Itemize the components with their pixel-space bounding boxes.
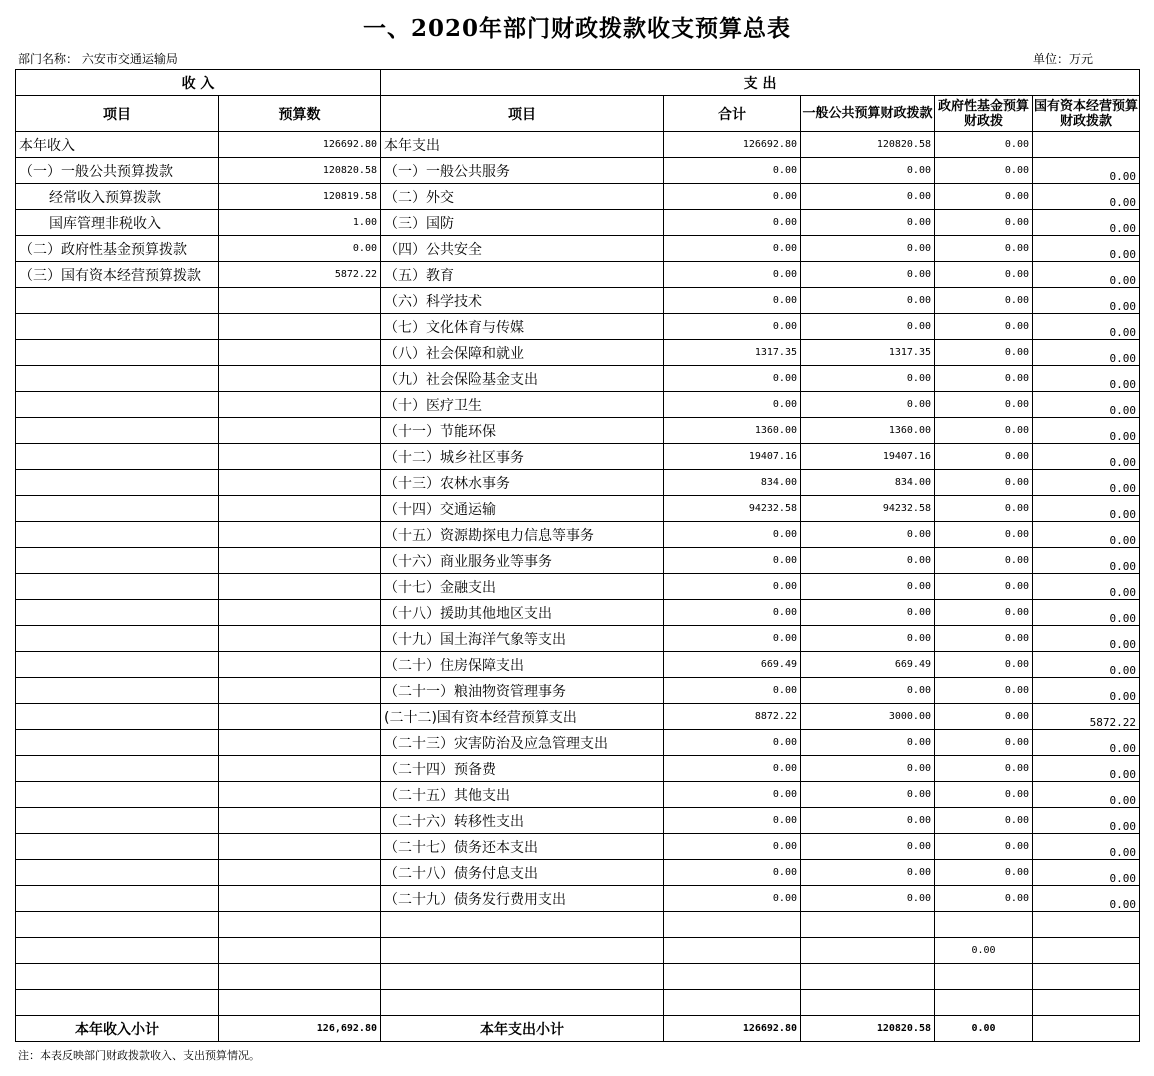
table-row [16, 132, 1140, 158]
income-item-cell [16, 756, 219, 782]
table-row [16, 392, 1140, 418]
expense-section-header: 支 出 [381, 70, 1140, 96]
income-value-cell [219, 704, 381, 730]
income-item-cell: （一）一般公共预算拨款 [16, 158, 219, 184]
income-item-cell [16, 886, 219, 912]
page-title: 一、2020年部门财政拨款收支预算总表 [362, 15, 791, 42]
expense-total-cell: 669.49 [664, 652, 801, 678]
expense-fund-cell: 0.00 [935, 340, 1033, 366]
expense-item-cell: （二十六）转移性支出 [381, 808, 664, 834]
income-value-cell [219, 964, 381, 990]
income-value-cell [219, 470, 381, 496]
income-item-cell [16, 808, 219, 834]
income-subtotal-label: 本年收入小计 [16, 1016, 219, 1042]
expense-total-cell: 19407.16 [664, 444, 801, 470]
income-value-cell [219, 288, 381, 314]
expense-item-cell: （二十）住房保障支出 [381, 652, 664, 678]
expense-total-cell: 0.00 [664, 626, 801, 652]
expense-fund-cell: 0.00 [935, 652, 1033, 678]
expense-item-cell [381, 990, 664, 1016]
income-item-cell: 经常收入预算拨款 [16, 184, 219, 210]
income-value-cell [219, 392, 381, 418]
footnote: 注：本表反映部门财政拨款收入、支出预算情况。 [18, 1049, 260, 1062]
income-value-cell [219, 548, 381, 574]
expense-state-cell: 0.00 [1033, 756, 1140, 782]
expense-fund-cell: 0.00 [935, 158, 1033, 184]
expense-fund-cell: 0.00 [935, 288, 1033, 314]
income-item-cell [16, 340, 219, 366]
department-name: 部门名称： 六安市交通运输局 [18, 52, 178, 66]
income-value-cell [219, 340, 381, 366]
table-row [16, 314, 1140, 340]
expense-state-cell: 0.00 [1033, 314, 1140, 340]
expense-state-cell: 0.00 [1033, 548, 1140, 574]
expense-total-cell: 0.00 [664, 782, 801, 808]
table-row [16, 444, 1140, 470]
income-value-cell [219, 574, 381, 600]
expense-fund-cell: 0.00 [935, 938, 1033, 964]
expense-item-cell: （二十五）其他支出 [381, 782, 664, 808]
expense-state-cell: 0.00 [1033, 444, 1140, 470]
expense-total-cell: 0.00 [664, 548, 801, 574]
expense-total-cell: 1317.35 [664, 340, 801, 366]
table-row [16, 964, 1140, 990]
table-row [16, 834, 1140, 860]
table-row [16, 938, 1140, 964]
income-value-cell: 5872.22 [219, 262, 381, 288]
income-item-cell [16, 574, 219, 600]
expense-general-cell: 120820.58 [801, 132, 935, 158]
expense-item-cell: （八）社会保障和就业 [381, 340, 664, 366]
expense-general-cell: 0.00 [801, 548, 935, 574]
expense-item-cell: （十五）资源勘探电力信息等事务 [381, 522, 664, 548]
expense-item-cell: （二十四）预备费 [381, 756, 664, 782]
income-item-cell [16, 860, 219, 886]
expense-item-cell [381, 938, 664, 964]
expense-item-cell: （十四）交通运输 [381, 496, 664, 522]
expense-fund-cell: 0.00 [935, 262, 1033, 288]
income-item-cell [16, 678, 219, 704]
expense-fund-cell: 0.00 [935, 756, 1033, 782]
expense-general-cell: 669.49 [801, 652, 935, 678]
expense-total-cell: 0.00 [664, 158, 801, 184]
income-item-cell [16, 522, 219, 548]
table-row [16, 366, 1140, 392]
expense-general-cell: 0.00 [801, 860, 935, 886]
expense-state-cell: 0.00 [1033, 834, 1140, 860]
expense-total-cell: 0.00 [664, 756, 801, 782]
expense-fund-cell: 0.00 [935, 834, 1033, 860]
expense-total-cell: 0.00 [664, 262, 801, 288]
expense-state-cell [1033, 990, 1140, 1016]
expense-state-cell [1033, 912, 1140, 938]
income-item-cell [16, 600, 219, 626]
expense-general-cell: 0.00 [801, 574, 935, 600]
income-item-cell [16, 288, 219, 314]
income-item-cell: （三）国有资本经营预算拨款 [16, 262, 219, 288]
expense-general-cell: 0.00 [801, 262, 935, 288]
table-row [16, 418, 1140, 444]
expense-general-cell: 0.00 [801, 314, 935, 340]
expense-item-cell: （十三）农林水事务 [381, 470, 664, 496]
income-value-cell [219, 444, 381, 470]
expense-state-cell [1033, 938, 1140, 964]
expense-total-cell: 0.00 [664, 210, 801, 236]
table-row [16, 288, 1140, 314]
table-row [16, 886, 1140, 912]
expense-item-cell: （四）公共安全 [381, 236, 664, 262]
table-row [16, 704, 1140, 730]
expense-total-cell [664, 964, 801, 990]
expense-total-cell: 94232.58 [664, 496, 801, 522]
expense-fund-cell: 0.00 [935, 184, 1033, 210]
income-value-cell [219, 366, 381, 392]
expense-fund-cell: 0.00 [935, 314, 1033, 340]
expense-general-cell: 19407.16 [801, 444, 935, 470]
table-row [16, 574, 1140, 600]
income-item-cell [16, 652, 219, 678]
income-item-cell [16, 366, 219, 392]
expense-general-cell: 3000.00 [801, 704, 935, 730]
expense-item-header: 项目 [381, 96, 664, 132]
expense-fund-cell: 0.00 [935, 574, 1033, 600]
expense-general-cell: 0.00 [801, 730, 935, 756]
expense-item-cell: （二十九）债务发行费用支出 [381, 886, 664, 912]
expense-total-cell: 0.00 [664, 574, 801, 600]
expense-state-cell: 0.00 [1033, 600, 1140, 626]
general-budget-header: 一般公共预算财政拨款 [801, 96, 935, 132]
expense-general-cell: 0.00 [801, 184, 935, 210]
income-value-cell [219, 522, 381, 548]
expense-state-cell: 0.00 [1033, 392, 1140, 418]
expense-total-cell: 0.00 [664, 678, 801, 704]
table-row [16, 860, 1140, 886]
expense-general-cell: 0.00 [801, 288, 935, 314]
expense-fund-cell: 0.00 [935, 418, 1033, 444]
expense-fund-cell: 0.00 [935, 626, 1033, 652]
expense-total-cell: 0.00 [664, 288, 801, 314]
expense-item-cell: (二十二)国有资本经营预算支出 [381, 704, 664, 730]
income-item-cell [16, 730, 219, 756]
expense-item-cell [381, 964, 664, 990]
expense-general-cell: 0.00 [801, 678, 935, 704]
expense-item-cell: （十八）援助其他地区支出 [381, 600, 664, 626]
expense-state-cell: 0.00 [1033, 366, 1140, 392]
expense-state-cell: 0.00 [1033, 236, 1140, 262]
expense-total-cell: 8872.22 [664, 704, 801, 730]
expense-fund-cell: 0.00 [935, 600, 1033, 626]
income-value-cell: 0.00 [219, 236, 381, 262]
income-value-cell [219, 314, 381, 340]
expense-general-cell [801, 938, 935, 964]
expense-state-cell: 0.00 [1033, 184, 1140, 210]
expense-general-cell [801, 912, 935, 938]
expense-total-cell [664, 912, 801, 938]
expense-total-cell: 0.00 [664, 236, 801, 262]
income-item-cell [16, 704, 219, 730]
table-row [16, 236, 1140, 262]
expense-fund-cell: 0.00 [935, 496, 1033, 522]
expense-total-cell [664, 938, 801, 964]
expense-fund-cell: 0.00 [935, 522, 1033, 548]
income-item-cell [16, 470, 219, 496]
income-value-cell [219, 834, 381, 860]
income-value-cell [219, 418, 381, 444]
expense-subtotal-total: 126692.80 [664, 1016, 801, 1042]
table-row [16, 730, 1140, 756]
table-row [16, 756, 1140, 782]
expense-general-cell: 1360.00 [801, 418, 935, 444]
expense-state-cell: 0.00 [1033, 288, 1140, 314]
state-capital-header: 国有资本经营预算财政拨款 [1033, 96, 1140, 132]
expense-state-cell: 0.00 [1033, 210, 1140, 236]
expense-state-cell: 0.00 [1033, 678, 1140, 704]
income-section-header: 收 入 [16, 70, 381, 96]
expense-state-cell: 0.00 [1033, 158, 1140, 184]
expense-item-cell: （三）国防 [381, 210, 664, 236]
table-row [16, 522, 1140, 548]
income-item-cell [16, 392, 219, 418]
expense-state-cell: 0.00 [1033, 470, 1140, 496]
expense-state-cell: 0.00 [1033, 418, 1140, 444]
table-row [16, 990, 1140, 1016]
table-row [16, 496, 1140, 522]
income-value-cell: 120819.58 [219, 184, 381, 210]
table-row [16, 548, 1140, 574]
income-item-cell [16, 912, 219, 938]
expense-state-cell: 0.00 [1033, 652, 1140, 678]
expense-general-cell: 0.00 [801, 158, 935, 184]
expense-total-cell: 0.00 [664, 860, 801, 886]
expense-general-cell: 1317.35 [801, 340, 935, 366]
expense-fund-cell: 0.00 [935, 132, 1033, 158]
expense-total-cell: 0.00 [664, 392, 801, 418]
expense-fund-cell [935, 964, 1033, 990]
expense-fund-cell [935, 912, 1033, 938]
expense-fund-cell: 0.00 [935, 392, 1033, 418]
expense-general-cell: 0.00 [801, 626, 935, 652]
expense-general-cell: 0.00 [801, 756, 935, 782]
income-item-header: 项目 [16, 96, 219, 132]
expense-state-cell: 0.00 [1033, 574, 1140, 600]
table-row [16, 600, 1140, 626]
income-value-cell [219, 808, 381, 834]
expense-fund-cell: 0.00 [935, 210, 1033, 236]
expense-state-cell: 0.00 [1033, 730, 1140, 756]
expense-total-cell: 834.00 [664, 470, 801, 496]
income-item-cell [16, 990, 219, 1016]
income-item-cell [16, 938, 219, 964]
expense-item-cell: （十）医疗卫生 [381, 392, 664, 418]
expense-state-cell: 0.00 [1033, 808, 1140, 834]
table-row [16, 470, 1140, 496]
expense-total-header: 合计 [664, 96, 801, 132]
expense-item-cell: （十六）商业服务业等事务 [381, 548, 664, 574]
income-value-cell [219, 912, 381, 938]
expense-fund-cell: 0.00 [935, 366, 1033, 392]
expense-item-cell: 本年支出 [381, 132, 664, 158]
expense-state-cell: 0.00 [1033, 886, 1140, 912]
expense-item-cell: （二十八）债务付息支出 [381, 860, 664, 886]
income-item-cell: （二）政府性基金预算拨款 [16, 236, 219, 262]
expense-state-cell [1033, 132, 1140, 158]
unit-label: 单位：万元 [1033, 52, 1094, 66]
income-value-cell [219, 938, 381, 964]
expense-fund-cell: 0.00 [935, 704, 1033, 730]
expense-item-cell: （五）教育 [381, 262, 664, 288]
expense-total-cell [664, 990, 801, 1016]
expense-state-cell: 0.00 [1033, 340, 1140, 366]
expense-item-cell: （十七）金融支出 [381, 574, 664, 600]
expense-item-cell: （六）科学技术 [381, 288, 664, 314]
expense-total-cell: 0.00 [664, 834, 801, 860]
expense-fund-cell: 0.00 [935, 236, 1033, 262]
income-item-cell [16, 496, 219, 522]
income-value-cell [219, 860, 381, 886]
expense-subtotal-state [1033, 1016, 1140, 1042]
income-item-cell [16, 782, 219, 808]
expense-fund-cell: 0.00 [935, 782, 1033, 808]
income-item-cell [16, 964, 219, 990]
fund-budget-header: 政府性基金预算财政拨 [935, 96, 1033, 132]
expense-fund-cell: 0.00 [935, 886, 1033, 912]
income-value-cell [219, 990, 381, 1016]
table-row [16, 782, 1140, 808]
expense-item-cell: （九）社会保险基金支出 [381, 366, 664, 392]
table-row [16, 626, 1140, 652]
expense-fund-cell [935, 990, 1033, 1016]
expense-item-cell: （二）外交 [381, 184, 664, 210]
income-budget-header: 预算数 [219, 96, 381, 132]
expense-general-cell: 0.00 [801, 600, 935, 626]
budget-table [15, 69, 1140, 1042]
income-value-cell [219, 496, 381, 522]
income-value-cell [219, 652, 381, 678]
expense-subtotal-general: 120820.58 [801, 1016, 935, 1042]
expense-state-cell: 0.00 [1033, 522, 1140, 548]
expense-fund-cell: 0.00 [935, 444, 1033, 470]
income-subtotal-value: 126,692.80 [219, 1016, 381, 1042]
income-item-cell [16, 548, 219, 574]
expense-item-cell: （一）一般公共服务 [381, 158, 664, 184]
income-value-cell [219, 886, 381, 912]
expense-state-cell: 0.00 [1033, 860, 1140, 886]
expense-general-cell: 94232.58 [801, 496, 935, 522]
expense-total-cell: 0.00 [664, 730, 801, 756]
expense-fund-cell: 0.00 [935, 470, 1033, 496]
expense-total-cell: 1360.00 [664, 418, 801, 444]
expense-state-cell: 0.00 [1033, 496, 1140, 522]
expense-total-cell: 0.00 [664, 522, 801, 548]
expense-total-cell: 0.00 [664, 184, 801, 210]
income-value-cell [219, 626, 381, 652]
income-value-cell [219, 678, 381, 704]
income-value-cell [219, 756, 381, 782]
table-row [16, 158, 1140, 184]
expense-general-cell: 0.00 [801, 808, 935, 834]
income-item-cell: 国库管理非税收入 [16, 210, 219, 236]
expense-total-cell: 126692.80 [664, 132, 801, 158]
expense-general-cell: 834.00 [801, 470, 935, 496]
table-row [16, 808, 1140, 834]
expense-total-cell: 0.00 [664, 600, 801, 626]
table-row [16, 184, 1140, 210]
expense-total-cell: 0.00 [664, 314, 801, 340]
expense-state-cell: 0.00 [1033, 782, 1140, 808]
expense-general-cell [801, 990, 935, 1016]
table-row [16, 262, 1140, 288]
expense-general-cell: 0.00 [801, 366, 935, 392]
income-item-cell: 本年收入 [16, 132, 219, 158]
expense-general-cell: 0.00 [801, 834, 935, 860]
expense-general-cell: 0.00 [801, 236, 935, 262]
table-row [16, 678, 1140, 704]
table-row [16, 912, 1140, 938]
income-value-cell [219, 730, 381, 756]
expense-subtotal-fund: 0.00 [935, 1016, 1033, 1042]
expense-item-cell: （十九）国土海洋气象等支出 [381, 626, 664, 652]
expense-general-cell: 0.00 [801, 782, 935, 808]
expense-state-cell [1033, 964, 1140, 990]
table-row [16, 340, 1140, 366]
income-value-cell: 120820.58 [219, 158, 381, 184]
income-item-cell [16, 626, 219, 652]
expense-item-cell: （十一）节能环保 [381, 418, 664, 444]
expense-item-cell: （二十三）灾害防治及应急管理支出 [381, 730, 664, 756]
income-item-cell [16, 418, 219, 444]
expense-general-cell: 0.00 [801, 392, 935, 418]
expense-item-cell: （二十一）粮油物资管理事务 [381, 678, 664, 704]
expense-item-cell: （二十七）债务还本支出 [381, 834, 664, 860]
expense-fund-cell: 0.00 [935, 548, 1033, 574]
income-value-cell [219, 600, 381, 626]
expense-fund-cell: 0.00 [935, 678, 1033, 704]
income-item-cell [16, 834, 219, 860]
expense-general-cell: 0.00 [801, 886, 935, 912]
expense-item-cell: （七）文化体育与传媒 [381, 314, 664, 340]
income-item-cell [16, 314, 219, 340]
expense-fund-cell: 0.00 [935, 860, 1033, 886]
expense-item-cell [381, 912, 664, 938]
table-row [16, 652, 1140, 678]
income-value-cell: 126692.80 [219, 132, 381, 158]
expense-state-cell: 5872.22 [1033, 704, 1140, 730]
expense-state-cell: 0.00 [1033, 262, 1140, 288]
income-value-cell: 1.00 [219, 210, 381, 236]
table-row [16, 210, 1140, 236]
expense-total-cell: 0.00 [664, 808, 801, 834]
expense-state-cell: 0.00 [1033, 626, 1140, 652]
expense-general-cell: 0.00 [801, 210, 935, 236]
expense-general-cell [801, 964, 935, 990]
expense-total-cell: 0.00 [664, 366, 801, 392]
expense-fund-cell: 0.00 [935, 808, 1033, 834]
expense-item-cell: （十二）城乡社区事务 [381, 444, 664, 470]
income-item-cell [16, 444, 219, 470]
expense-fund-cell: 0.00 [935, 730, 1033, 756]
expense-total-cell: 0.00 [664, 886, 801, 912]
expense-general-cell: 0.00 [801, 522, 935, 548]
income-value-cell [219, 782, 381, 808]
expense-subtotal-label: 本年支出小计 [381, 1016, 664, 1042]
